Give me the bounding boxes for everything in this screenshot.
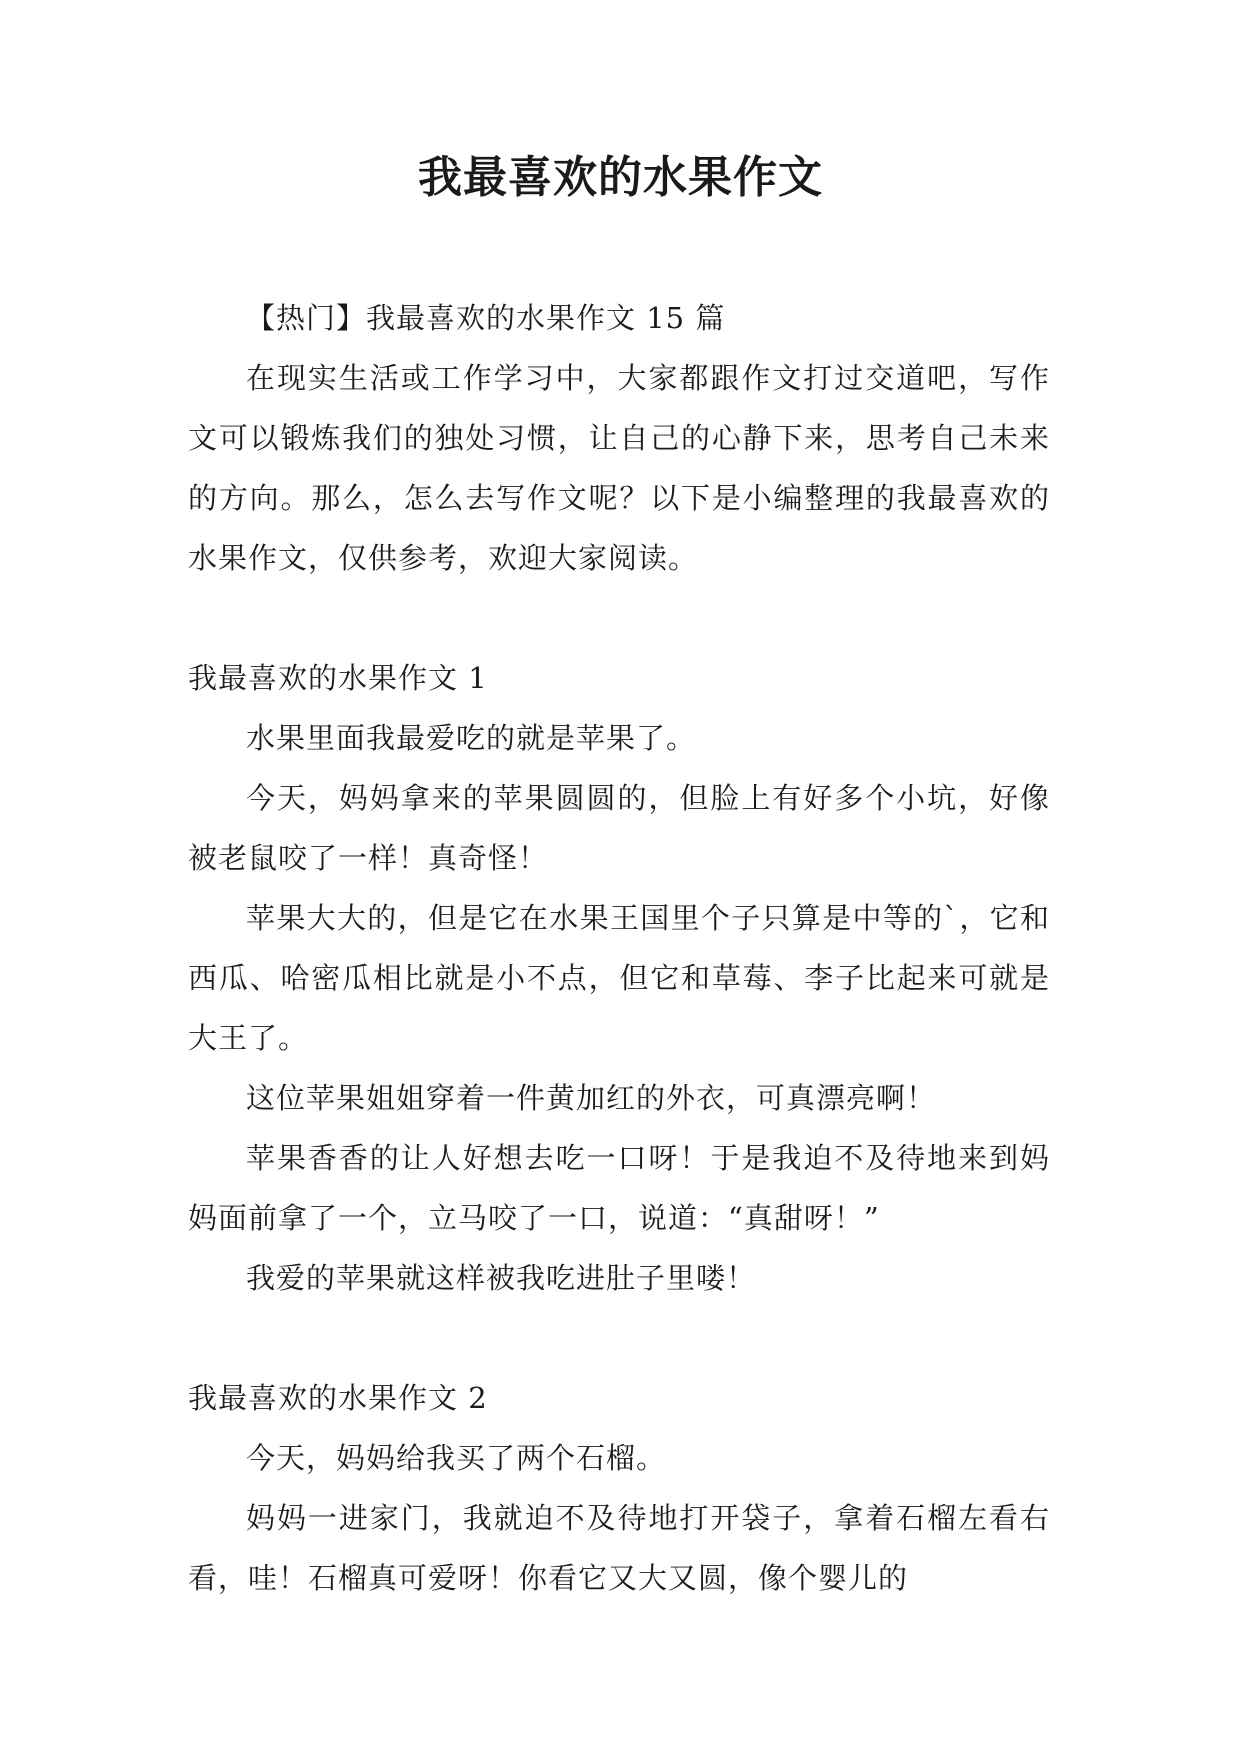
- essay-heading: 我最喜欢的水果作文 1: [188, 661, 488, 695]
- essay-paragraph: 今天，妈妈拿来的苹果圆圆的，但脸上有好多个小坑，好像被老鼠咬了一样！真奇怪！: [188, 781, 1050, 875]
- essay-paragraph: 我爱的苹果就这样被我吃进肚子里喽！: [246, 1261, 757, 1295]
- essay-paragraph: 妈妈一进家门，我就迫不及待地打开袋子，拿着石榴左看右看，哇！石榴真可爱呀！你看它又大又圆，像个婴儿的: [188, 1501, 1050, 1595]
- intro-paragraph: 在现实生活或工作学习中，大家都跟作文打过交道吧，写作文可以锻炼我们的独处习惯，让自己的心静下来，思考自己未来的方向。那么，怎么去写作文呢？以下是小编整理的我最喜欢的水果作文，仅供参考，欢迎大家阅读。: [188, 361, 1050, 575]
- essay-paragraph: 苹果香香的让人好想去吃一口呀！于是我迫不及待地来到妈妈面前拿了一个，立马咬了一口，说道：“真甜呀！”: [188, 1141, 1050, 1235]
- document-body: [188, 288, 1050, 1608]
- essay-paragraph: 这位苹果姐姐穿着一件黄加红的外衣，可真漂亮啊！: [246, 1081, 937, 1115]
- essay-paragraph: 水果里面我最爱吃的就是苹果了。: [246, 721, 697, 755]
- intro-lead: 【热门】我最喜欢的水果作文 15 篇: [246, 301, 726, 335]
- document-title: 我最喜欢的水果作文: [418, 152, 823, 203]
- essay-paragraph: 苹果大大的，但是它在水果王国里个子只算是中等的`，它和西瓜、哈密瓜相比就是小不点，但它和草莓、李子比起来可就是大王了。: [188, 901, 1050, 1055]
- essay-paragraph: 今天，妈妈给我买了两个石榴。: [246, 1441, 667, 1475]
- essay-heading: 我最喜欢的水果作文 2: [188, 1381, 488, 1415]
